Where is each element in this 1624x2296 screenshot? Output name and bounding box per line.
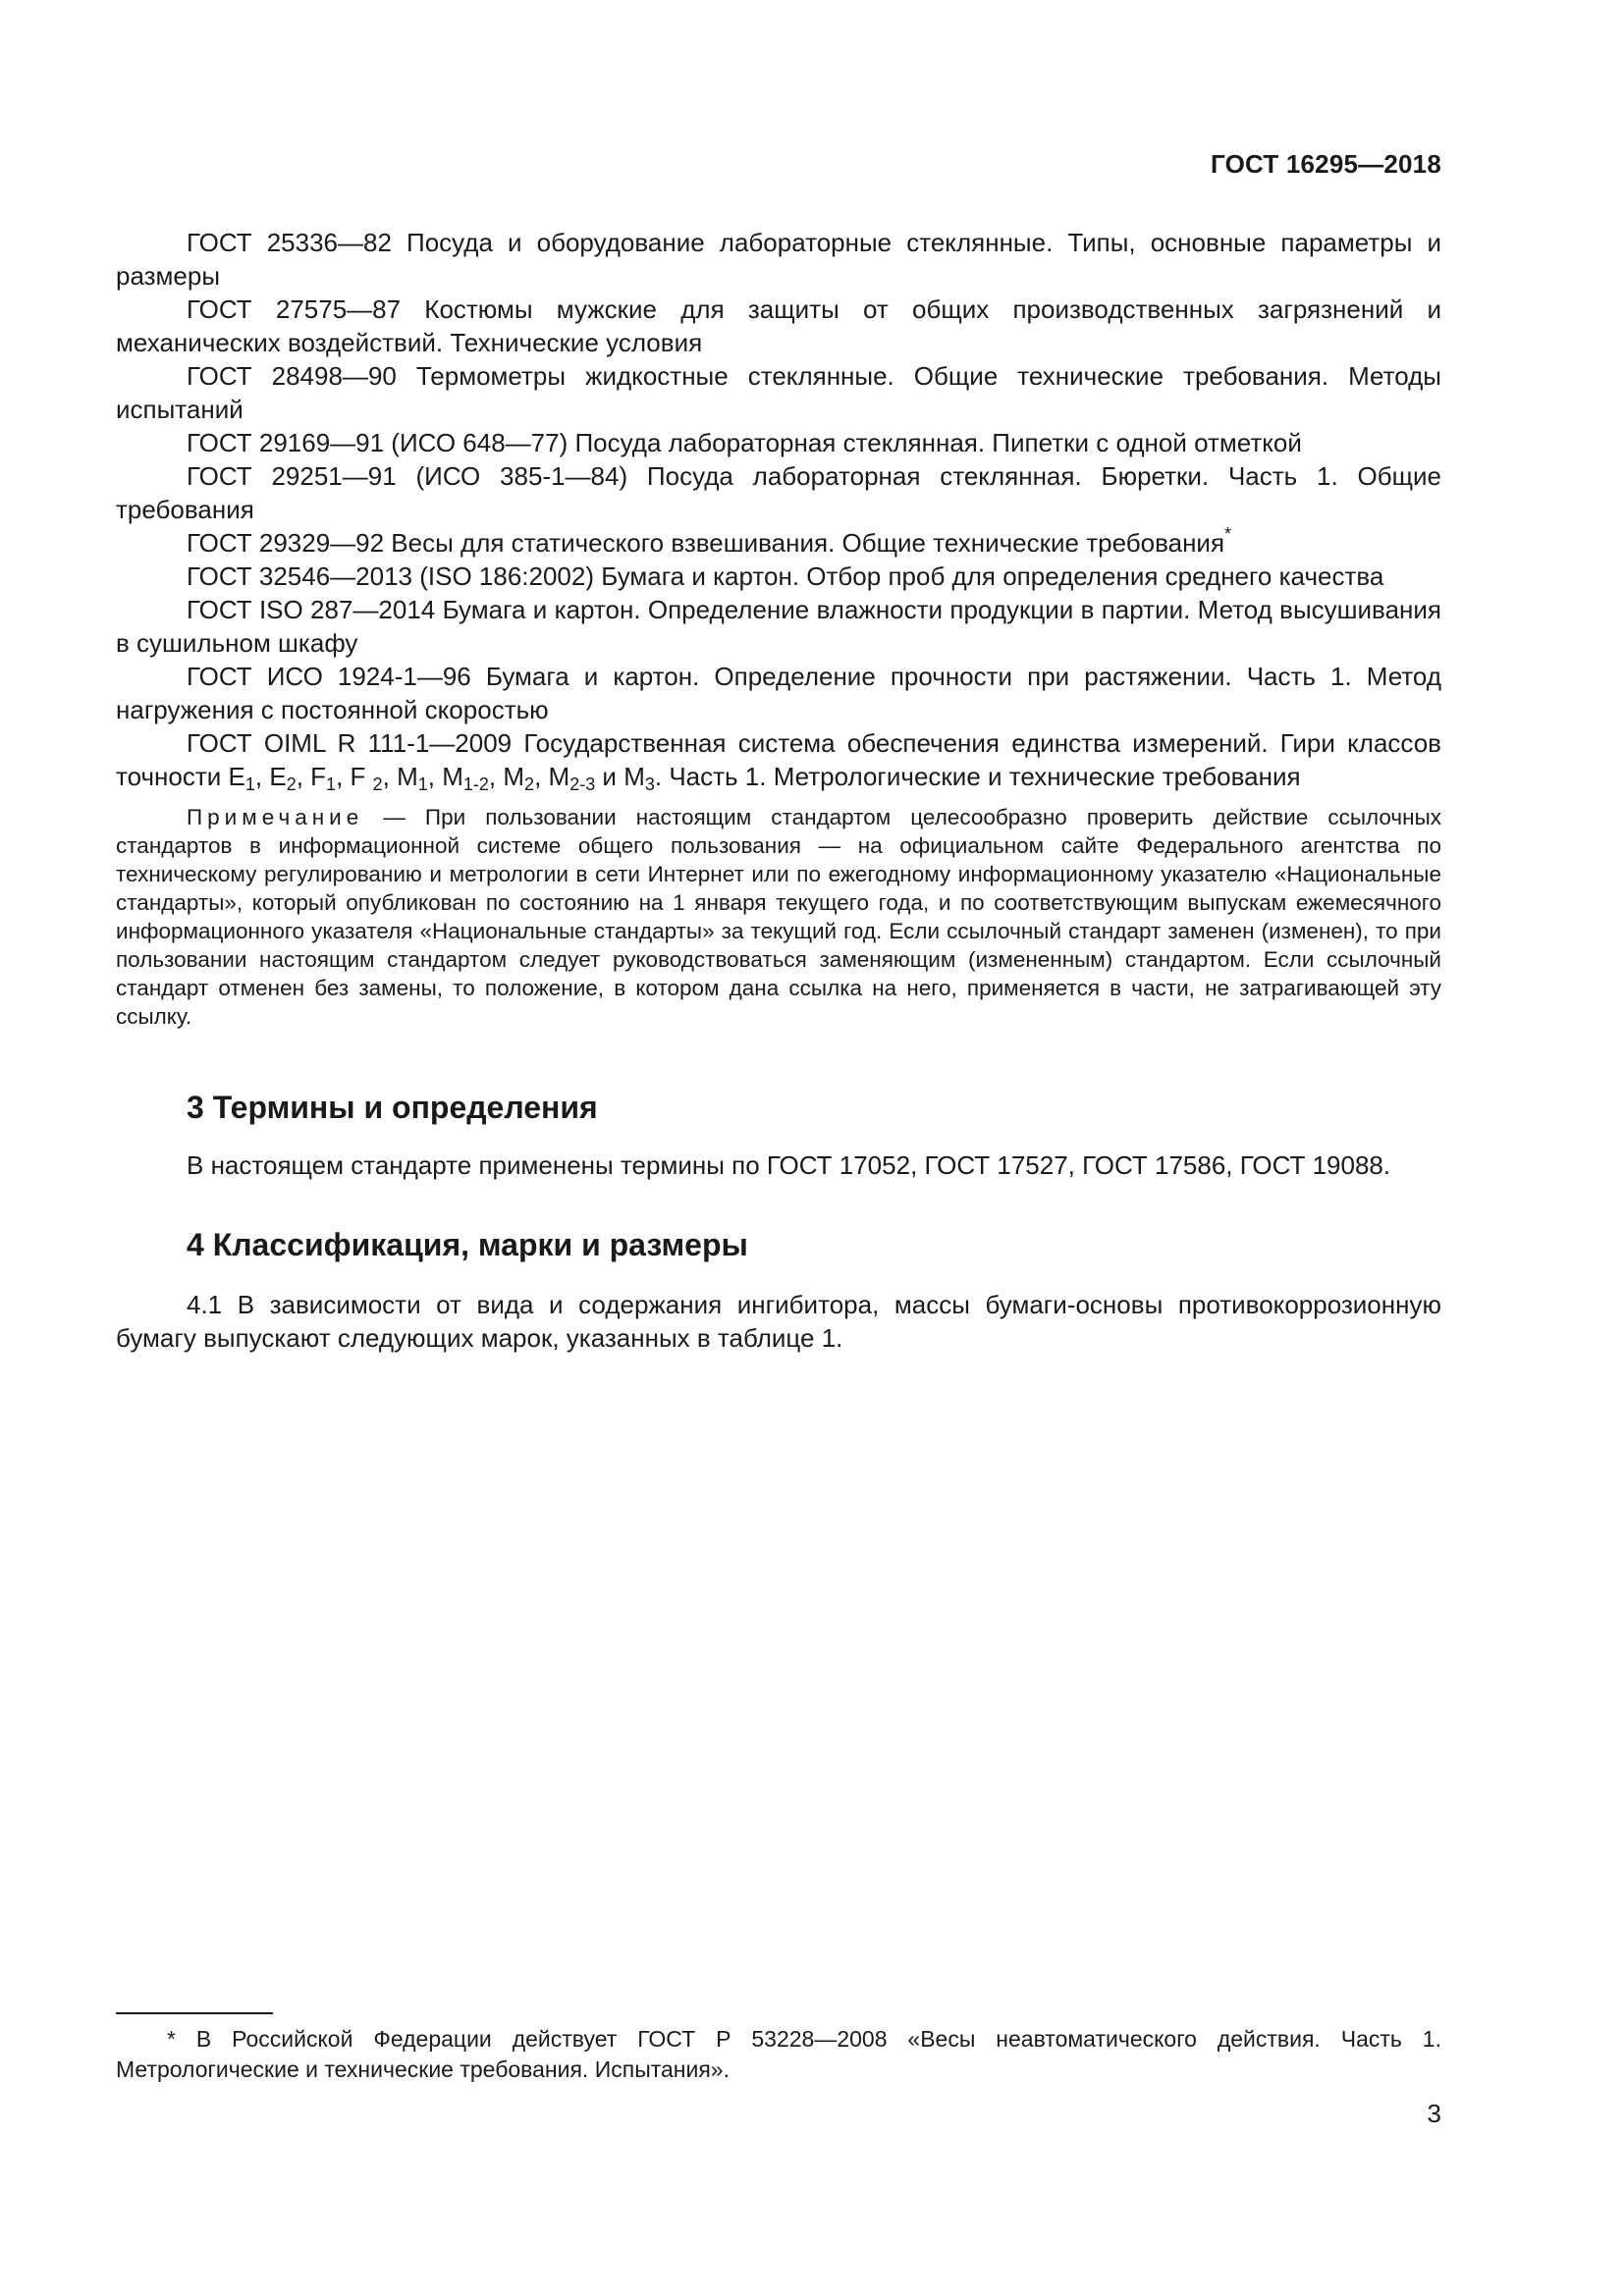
footnote-rule [116, 2012, 273, 2014]
reference-item: ГОСТ 29169—91 (ИСО 648—77) Посуда лабораторная стеклянная. Пипетки с одной отметкой [187, 428, 1302, 457]
section-4-text: 4.1 В зависимости от вида и содержания ингибитора, массы бумаги-основы противокоррозионную бумагу выпускают следующих марок, указанных в таблице 1. [116, 1290, 1441, 1353]
section-4-title: 4 Классификация, марки и размеры [187, 1227, 748, 1262]
footnote [116, 2024, 1441, 2085]
page-header-code: ГОСТ 16295—2018 [1211, 149, 1441, 179]
reference-item: ГОСТ 25336—82 Посуда и оборудование лабораторные стеклянные. Типы, основные параметры и размеры [116, 228, 1441, 291]
section-3-text: В настоящем стандарте применены термины по ГОСТ 17052, ГОСТ 17527, ГОСТ 17586, ГОСТ 19088. [187, 1150, 1391, 1180]
page-number: 3 [1427, 2099, 1441, 2128]
section-3-title: 3 Термины и определения [187, 1090, 598, 1125]
footnote-mark: * [167, 2026, 176, 2052]
reference-item: ГОСТ 28498—90 Термометры жидкостные стеклянные. Общие технические требования. Методы испытаний [116, 361, 1441, 424]
note-label: Примечание [187, 805, 364, 829]
reference-item: ГОСТ 32546—2013 (ISO 186:2002) Бумага и картон. Отбор проб для определения среднего качества [187, 561, 1384, 591]
reference-item: ГОСТ 29329—92 Весы для статического взвешивания. Общие технические требования* [187, 524, 1232, 558]
footnote-text: В Российской Федерации действует ГОСТ Р 53228—2008 «Весы неавтоматического действия. Часть 1. Метрологические и технические требования. Испытания». [116, 2026, 1441, 2082]
reference-item: ГОСТ ИСО 1924-1—96 Бумага и картон. Определение прочности при растяжении. Часть 1. Метод нагружения с постоянной скоростью [116, 662, 1441, 724]
reference-item: ГОСТ 29251—91 (ИСО 385-1—84) Посуда лабораторная стеклянная. Бюретки. Часть 1. Общие требования [116, 461, 1441, 524]
reference-item-oiml: ГОСТ OIML R 111-1—2009 Государственная система обеспечения единства измерений. Гири классов точности $E_1$, $E_2$, $F_1$, F $_2$, $M_1$, $M_{1-2}$, $M_2$, $M_{2-3}$ и $M_3$. Часть 1. Метрологические и технические требования [116, 728, 1441, 794]
note [116, 803, 1441, 1031]
reference-item: ГОСТ 27575—87 Костюмы мужские для защиты от общих производственных загрязнений и механических воздействий. Технические условия [116, 294, 1441, 357]
normative-references [116, 226, 1441, 793]
footnote-marker: * [1224, 524, 1232, 544]
note-text: — При пользовании настоящим стандартом целесообразно проверить действие ссылочных стандартов в информационной системе общего пользования — на официальном сайте Федерального агентства по техническому регулированию и метрологии в сети Интернет или по ежегодному информационному указателю «Национальные стандарты», который опубликован по состоянию на 1 января текущего года, и по соответствующим выпускам ежемесячного информационного указателя «Национальные стандарты» за текущий год. Если ссылочный стандарт заменен (изменен), то при пользовании настоящим стандартом следует руководствоваться заменяющим (измененным) стандартом. Если ссылочный стандарт отменен без замены, то положение, в котором дана ссылка на него, применяется в части, не затрагивающей эту ссылку. [116, 805, 1441, 1029]
reference-item: ГОСТ ISO 287—2014 Бумага и картон. Определение влажности продукции в партии. Метод высушивания в сушильном шкафу [116, 595, 1441, 658]
